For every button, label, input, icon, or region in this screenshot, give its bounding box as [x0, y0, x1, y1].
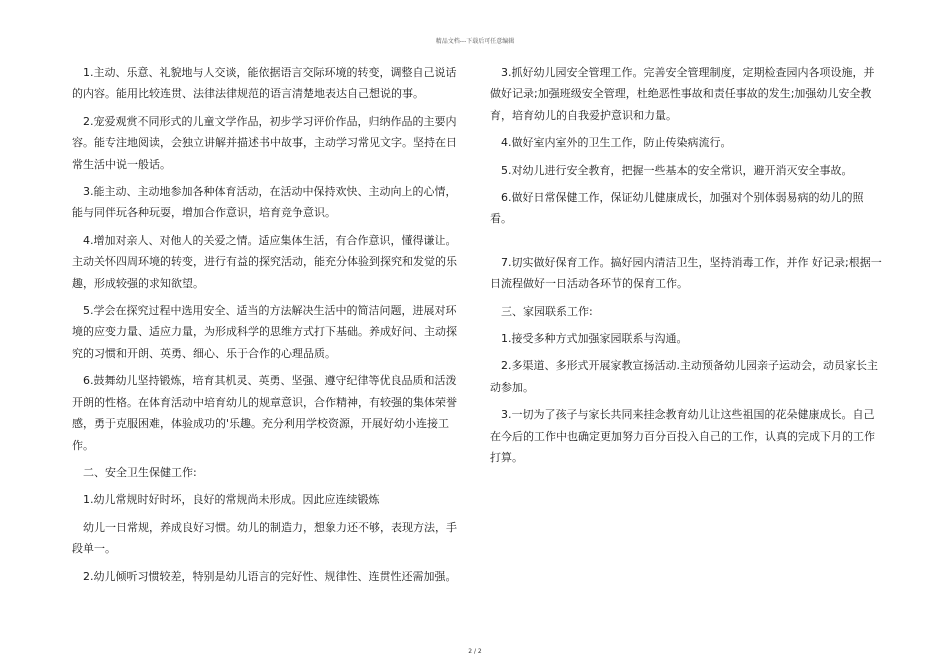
paragraph: 4.做好室内室外的卫生工作，防止传染病流行。 — [501, 136, 732, 150]
paragraph: 6.鼓舞幼儿坚持锻炼，培育其机灵、英勇、坚强、遵守纪律等优良品质和活泼开朗的性格。在体育活动中培育幼儿的规章意识，合作精神，有较强的集体荣誉感，勇于克服困难，体验成功的'乐趣。充分利用学校资源，开展好幼小连接工作。 — [72, 374, 457, 452]
paragraph: 幼儿一日常规，养成良好习惯。幼儿的制造力，想象力还不够，表现方法，手段单一。 — [72, 520, 457, 556]
paragraph: 3.抓好幼儿园安全管理工作。完善安全管理制度，定期检查园内各项设施，并做好记录;加强班级安全管理，杜绝恶性事故和责任事故的发生;加强幼儿安全教育，培育幼儿的自我爱护意识和力量。 — [490, 66, 875, 122]
paragraph-gap — [490, 236, 882, 252]
paragraph: 6.做好日常保健工作，保证幼儿健康成长，加强对个别体弱易病的幼儿的照看。 — [490, 191, 864, 226]
paragraph: 2.幼儿倾听习惯较差，特别是幼儿语言的完好性、规律性、连贯性还需加强。 — [83, 569, 457, 583]
paragraph: 2.多渠道、多形式开展家教宣扬活动.主动预备幼儿园亲子运动会，动员家长主动参加。 — [490, 359, 878, 394]
left-column — [72, 62, 464, 593]
paragraph: 1.接受多种方式加强家园联系与沟通。 — [501, 332, 688, 346]
section-heading: 三、家园联系工作: — [501, 304, 593, 318]
section-heading: 二、安全卫生保健工作: — [83, 465, 197, 479]
paragraph: 1.主动、乐意、礼貌地与人交谈，能依据语言交际环境的转变，调整自己说话的内容。能用比较连贯、法律法律规范的语言清楚地表达自己想说的事。 — [72, 66, 457, 101]
paragraph: 2.宠爱观赏不同形式的儿童文学作品，初步学习评价作品，归纳作品的主要内容。能专注地阅读，会独立讲解并描述书中故事，主动学习常见文字。坚持在日常生活中说一般话。 — [72, 114, 457, 171]
paragraph: 4.增加对亲人、对他人的关爱之情。适应集体生活，有合作意识，懂得谦让。主动关怀四周环境的转变，进行有益的探究活动，能充分体验到探究和发觉的乐趣，形成较强的求知欲望。 — [72, 233, 457, 290]
paragraph: 5.学会在探究过程中选用安全、适当的方法解决生活中的简洁问题，进展对环境的应变力量、适应力量，为形成科学的思维方式打下基础。养成好问、主动探究的习惯和开朗、英勇、细心、乐于合作的心理品质。 — [72, 304, 457, 360]
page-header: 精品文档---下载后可任意编辑 — [435, 38, 515, 45]
paragraph: 5.对幼儿进行安全教育，把握一些基本的安全常识，避开消灭安全事故。 — [501, 163, 853, 177]
paragraph: 3.一切为了孩子与家长共同来挂念教育幼儿让这些祖国的花朵健康成长。自己在今后的工作中也确定更加努力百分百投入自己的工作，认真的完成下月的工作打算。 — [490, 408, 875, 465]
paragraph: 1.幼儿常规时好时坏，良好的常规尚未形成。因此应连续锻炼 — [83, 493, 380, 507]
paragraph: 3.能主动、主动地参加各种体育活动，在活动中保持欢快、主动向上的心情，能与同伴玩各种玩耍，增加合作意识，培育竞争意识。 — [72, 185, 457, 220]
paragraph: 7.切实做好保育工作。搞好园内清洁卫生，坚持消毒工作，并作 好记录;根据一日流程做好一日活动各环节的保育工作。 — [490, 255, 882, 291]
right-column — [490, 62, 882, 475]
page-number: 2 / 2 — [468, 648, 482, 655]
